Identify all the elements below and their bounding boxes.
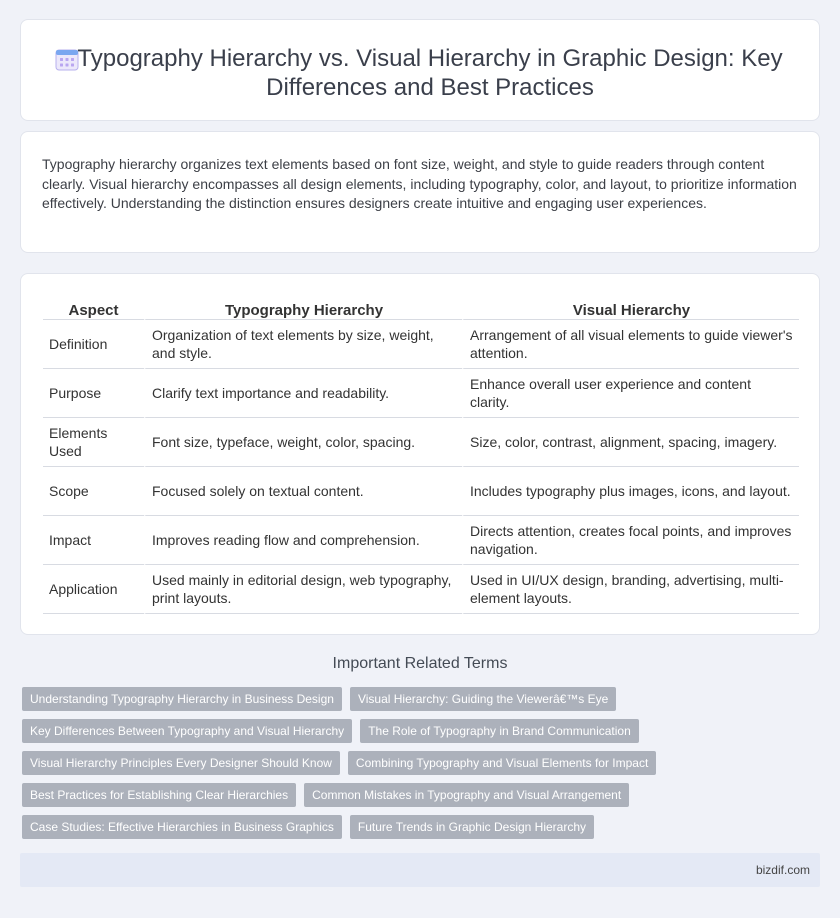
column-header-typography: Typography Hierarchy: [144, 294, 462, 320]
comparison-table: [43, 294, 799, 614]
related-terms-heading: Important Related Terms: [332, 655, 508, 672]
related-terms-list: [22, 687, 822, 847]
table-row: [43, 369, 799, 418]
table-cell-typography: Clarify text importance and readability.: [144, 369, 462, 418]
related-term-link[interactable]: Understanding Typography Hierarchy in Business Design: [22, 687, 342, 711]
related-term-link[interactable]: Future Trends in Graphic Design Hierarchy: [350, 815, 594, 839]
related-term-link[interactable]: Combining Typography and Visual Elements for Impact: [348, 751, 656, 775]
table-cell-aspect: Application: [43, 565, 144, 614]
table-cell-visual: Enhance overall user experience and content clarity.: [462, 369, 799, 418]
table-header-row: [43, 294, 799, 320]
tag-row: [22, 815, 822, 847]
table-cell-aspect: Elements Used: [43, 418, 144, 467]
tag-row: [22, 751, 822, 783]
related-term-link[interactable]: Key Differences Between Typography and Visual Hierarchy: [22, 719, 352, 743]
column-header-visual: Visual Hierarchy: [462, 294, 799, 320]
related-term-link[interactable]: Best Practices for Establishing Clear Hierarchies: [22, 783, 296, 807]
table-cell-typography: Font size, typeface, weight, color, spacing.: [144, 418, 462, 467]
intro-paragraph: Typography hierarchy organizes text elements based on font size, weight, and style to guide readers through content clearly. Visual hierarchy encompasses all design elements, including typography, color, and layout, to prioritize information effectively. Understanding the distinction ensures designers create intuitive and engaging user experiences.: [42, 156, 797, 211]
table-row: [43, 565, 799, 614]
table-cell-typography: Used mainly in editorial design, web typography, print layouts.: [144, 565, 462, 614]
tag-row: [22, 687, 822, 719]
related-term-link[interactable]: Visual Hierarchy Principles Every Designer Should Know: [22, 751, 340, 775]
table-row: [43, 467, 799, 516]
table-cell-aspect: Purpose: [43, 369, 144, 418]
table-row: [43, 320, 799, 369]
related-term-link[interactable]: Visual Hierarchy: Guiding the Viewerâ€™s Eye: [350, 687, 616, 711]
page-title: Typography Hierarchy vs. Visual Hierarchy in Graphic Design: Key Differences and Best Practices: [77, 45, 783, 101]
tag-row: [22, 783, 822, 815]
table-cell-aspect: Scope: [43, 467, 144, 516]
table-cell-typography: Organization of text elements by size, weight, and style.: [144, 320, 462, 369]
table-cell-visual: Arrangement of all visual elements to guide viewer's attention.: [462, 320, 799, 369]
table-cell-visual: Includes typography plus images, icons, and layout.: [462, 467, 799, 516]
header-card: [20, 19, 820, 121]
table-cell-visual: Used in UI/UX design, branding, advertising, multi-element layouts.: [462, 565, 799, 614]
site-name: bizdif.com: [755, 863, 810, 877]
intro-card: [20, 131, 820, 253]
table-cell-visual: Directs attention, creates focal points, and improves navigation.: [462, 516, 799, 565]
table-cell-visual: Size, color, contrast, alignment, spacing, imagery.: [462, 418, 799, 467]
related-term-link[interactable]: Case Studies: Effective Hierarchies in Business Graphics: [22, 815, 342, 839]
tag-row: [22, 719, 822, 751]
table-cell-typography: Focused solely on textual content.: [144, 467, 462, 516]
table-row: [43, 516, 799, 565]
table-cell-aspect: Impact: [43, 516, 144, 565]
table-row: [43, 418, 799, 467]
column-header-aspect: Aspect: [43, 294, 144, 320]
related-term-link[interactable]: The Role of Typography in Brand Communication: [360, 719, 639, 743]
footer-bar: [20, 853, 820, 887]
comparison-table-card: [20, 273, 820, 635]
related-term-link[interactable]: Common Mistakes in Typography and Visual Arrangement: [304, 783, 629, 807]
table-cell-typography: Improves reading flow and comprehension.: [144, 516, 462, 565]
table-cell-aspect: Definition: [43, 320, 144, 369]
